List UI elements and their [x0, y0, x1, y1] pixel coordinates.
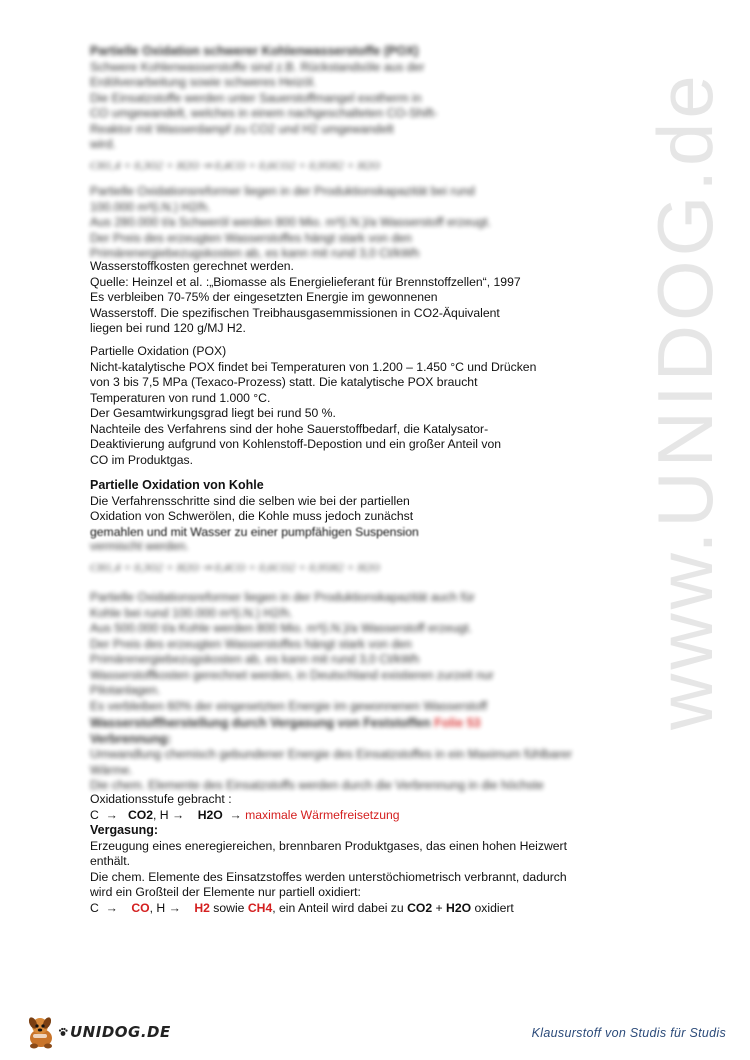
text-line: Kohle bei rund 100.000 m³(i.N.) H2/h.: [90, 605, 293, 620]
connector-text: oxidiert: [474, 900, 514, 915]
section-coal-capacity: [90, 539, 570, 714]
text-line: Wasserstoffkosten gerechnet werden.: [90, 259, 294, 273]
product-h2o: H2O: [446, 900, 472, 915]
slide-reference: Folie 53: [434, 716, 481, 730]
connector-text: , ein Anteil wird dabei zu: [272, 900, 404, 915]
text-line: 100.000 m³(i.N.) H2/h.: [90, 199, 211, 214]
text-line: Oxidation von Schwerölen, die Kohle muss jedoch zunächst: [90, 509, 414, 523]
text-line: von 3 bis 7,5 MPa (Texaco-Prozess) statt. Die katalytische POX braucht: [90, 375, 478, 389]
section-gasification-title: [90, 716, 573, 794]
text-line: Wasserstoffkosten gerechnet werden, in Deutschland existieren zurzeit nur: [90, 667, 494, 682]
text-line: Die chem. Elemente des Einsatzstoffs werden durch die Verbrennung in die höchste: [90, 778, 544, 792]
section-pox-capacity: [90, 184, 570, 262]
text-line: Oxidationsstufe gebracht :: [90, 792, 232, 806]
arrow-icon: →: [226, 807, 242, 822]
combustion-result: maximale Wärmefreisetzung: [245, 807, 400, 822]
text-line: Pilotanlagen.: [90, 683, 161, 697]
subsection-title: Verbrennung:: [90, 731, 172, 746]
text-line: Wasserstoff. Die spezifischen Treibhausgasemmissionen in CO2-Äquivalent: [90, 305, 500, 320]
element-c: C: [90, 900, 99, 915]
text-line: Primärenergiebezugskosten ab, es kann mit rund 3,0 Ct/kWh: [90, 246, 420, 260]
dog-mascot-icon: [24, 1014, 58, 1050]
text-line: Partielle Oxidationsreformer liegen in der Produktionskapazität bei rund: [90, 184, 475, 198]
text-line: enthält.: [90, 854, 130, 868]
text-line: Partielle Oxidationsreformer liegen in der Produktionskapazität auch für: [90, 590, 475, 604]
text-line: Der Preis des erzeugten Wasserstoffes hängt stark von den: [90, 636, 412, 651]
element-h: , H: [153, 807, 169, 822]
section-pox-heavy: [90, 44, 570, 174]
element-c: C: [90, 807, 99, 822]
section-title: Partielle Oxidation schwerer Kohlenwasserstoffe (POX): [90, 44, 419, 58]
arrow-icon: →: [168, 900, 195, 915]
text-line: Aus 500.000 t/a Kohle werden 800 Mio. m³(i.N.)/a Wasserstoff erzeugt.: [90, 621, 473, 635]
text-line: Primärenergiebezugskosten ab, es kann mit rund 3,0 Ct/kWh: [90, 652, 420, 666]
text-line: Partielle Oxidation (POX): [90, 344, 227, 358]
arrow-icon: →: [102, 900, 132, 915]
text-line: vermischt werden.: [90, 539, 189, 553]
text-line: Der Gesamtwirkungsgrad liegt bei rund 50 %.: [90, 406, 336, 420]
paw-icon: [58, 1027, 68, 1037]
product-h2o: H2O: [197, 807, 223, 822]
text-line: wird.: [90, 137, 116, 151]
section-pox-general: [90, 344, 570, 468]
section-title: Partielle Oxidation von Kohle: [90, 478, 264, 492]
text-line: Die Einsatzstoffe werden unter Sauerstoffmangel exotherm in: [90, 90, 422, 105]
text-line: Es verbleiben 70-75% der eingesetzten Energie im gewonnenen: [90, 290, 438, 304]
product-co2: CO2: [407, 900, 433, 915]
text-line: liegen bei rund 120 g/MJ H2.: [90, 321, 246, 335]
section-title: [90, 716, 570, 732]
plus-sign: +: [435, 900, 443, 915]
footer-tagline: Klausurstoff von Studis für Studis: [531, 1026, 726, 1040]
section-pox-coal: [90, 478, 570, 540]
text-line: Der Preis des erzeugten Wasserstoffes hängt stark von den: [90, 230, 412, 245]
text-line: Quelle: Heinzel et al. :„Biomasse als Energielieferant für Brennstoffzellen“, 1997: [90, 274, 521, 289]
arrow-icon: →: [171, 807, 198, 822]
text-line: Umwandlung chemisch gebundener Energie des Einsatzstoffes in ein Maximum fühlbarer: [90, 747, 573, 761]
text-line: Temperaturen von rund 1.000 °C.: [90, 390, 271, 405]
text-line: Erzeugung eines eneregiereichen, brennbaren Produktgases, das einen hohen Heizwert: [90, 838, 567, 853]
text-line: Die Verfahrensschritte sind die selben wie bei der partiellen: [90, 493, 410, 508]
section-pox-source: [90, 259, 570, 337]
product-co2: CO2: [127, 807, 153, 822]
title-text: Wasserstoffherstellung durch Vergasung von Feststoffen: [90, 716, 431, 730]
gasification-reaction: [90, 901, 570, 917]
text-line: Die chem. Elemente des Einsatzstoffes werden unterstöchiometrisch verbrannt, dadurch: [90, 869, 567, 884]
text-line: Nicht-katalytische POX findet bei Temperaturen von 1.200 – 1.450 °C und Drücken: [90, 359, 537, 374]
logo-text: UNIDOG.DE: [70, 1023, 171, 1041]
text-line: Reaktor mit Wasserdampf zu CO2 und H2 umgewandelt: [90, 121, 394, 136]
text-line: Deaktivierung aufgrund von Kohlenstoff-Depostion und ein großer Anteil von: [90, 437, 502, 451]
subsection-title: Vergasung:: [90, 823, 159, 837]
connector-text: sowie: [213, 900, 245, 915]
element-h: , H: [149, 900, 166, 915]
text-line: Erdölverarbeitung sowie schweres Heizöl.: [90, 75, 317, 89]
combustion-reaction: [90, 808, 570, 824]
text-line: gemahlen und mit Wasser zu einer pumpfähigen Suspension: [90, 524, 419, 539]
product-ch4: CH4: [247, 900, 273, 915]
unidog-logo[interactable]: [24, 1012, 171, 1052]
reaction-formula: CH1,4 + 0,3O2 + H2O ⇒ 0,4CO + 0,6CO2 + 0,95H2 + H2O: [90, 159, 380, 172]
text-line: CO im Produktgas.: [90, 452, 193, 467]
text-line: wird ein Großteil der Elemente nur partiell oxidiert:: [90, 885, 361, 899]
text-line: Schwere Kohlenwasserstoffe sind z.B. Rückstandsöle aus der: [90, 59, 425, 74]
arrow-icon: →: [102, 807, 128, 822]
product-co: CO: [131, 900, 150, 915]
text-line: Es verbleiben 60% der eingesetzten Energie im gewonnenen Wasserstoff: [90, 698, 488, 713]
text-line: Aus 280.000 t/a Schweröl werden 800 Mio. m³(i.N.)/a Wasserstoff erzeugt.: [90, 215, 492, 229]
text-line: CO umgewandelt, welches in einem nachgeschalteten CO-Shift-: [90, 106, 438, 120]
watermark: www.UNIDOG.de: [641, 71, 729, 730]
section-gasification: [90, 792, 570, 916]
text-line: Wärme.: [90, 762, 133, 777]
product-h2: H2: [194, 900, 210, 915]
text-line: Nachteile des Verfahrens sind der hohe Sauerstoffbedarf, die Katalysator-: [90, 421, 489, 436]
reaction-formula: CH1,4 + 0,3O2 + H2O ⇒ 0,4CO + 0,6CO2 + 0,95H2 + H2O: [90, 561, 380, 574]
